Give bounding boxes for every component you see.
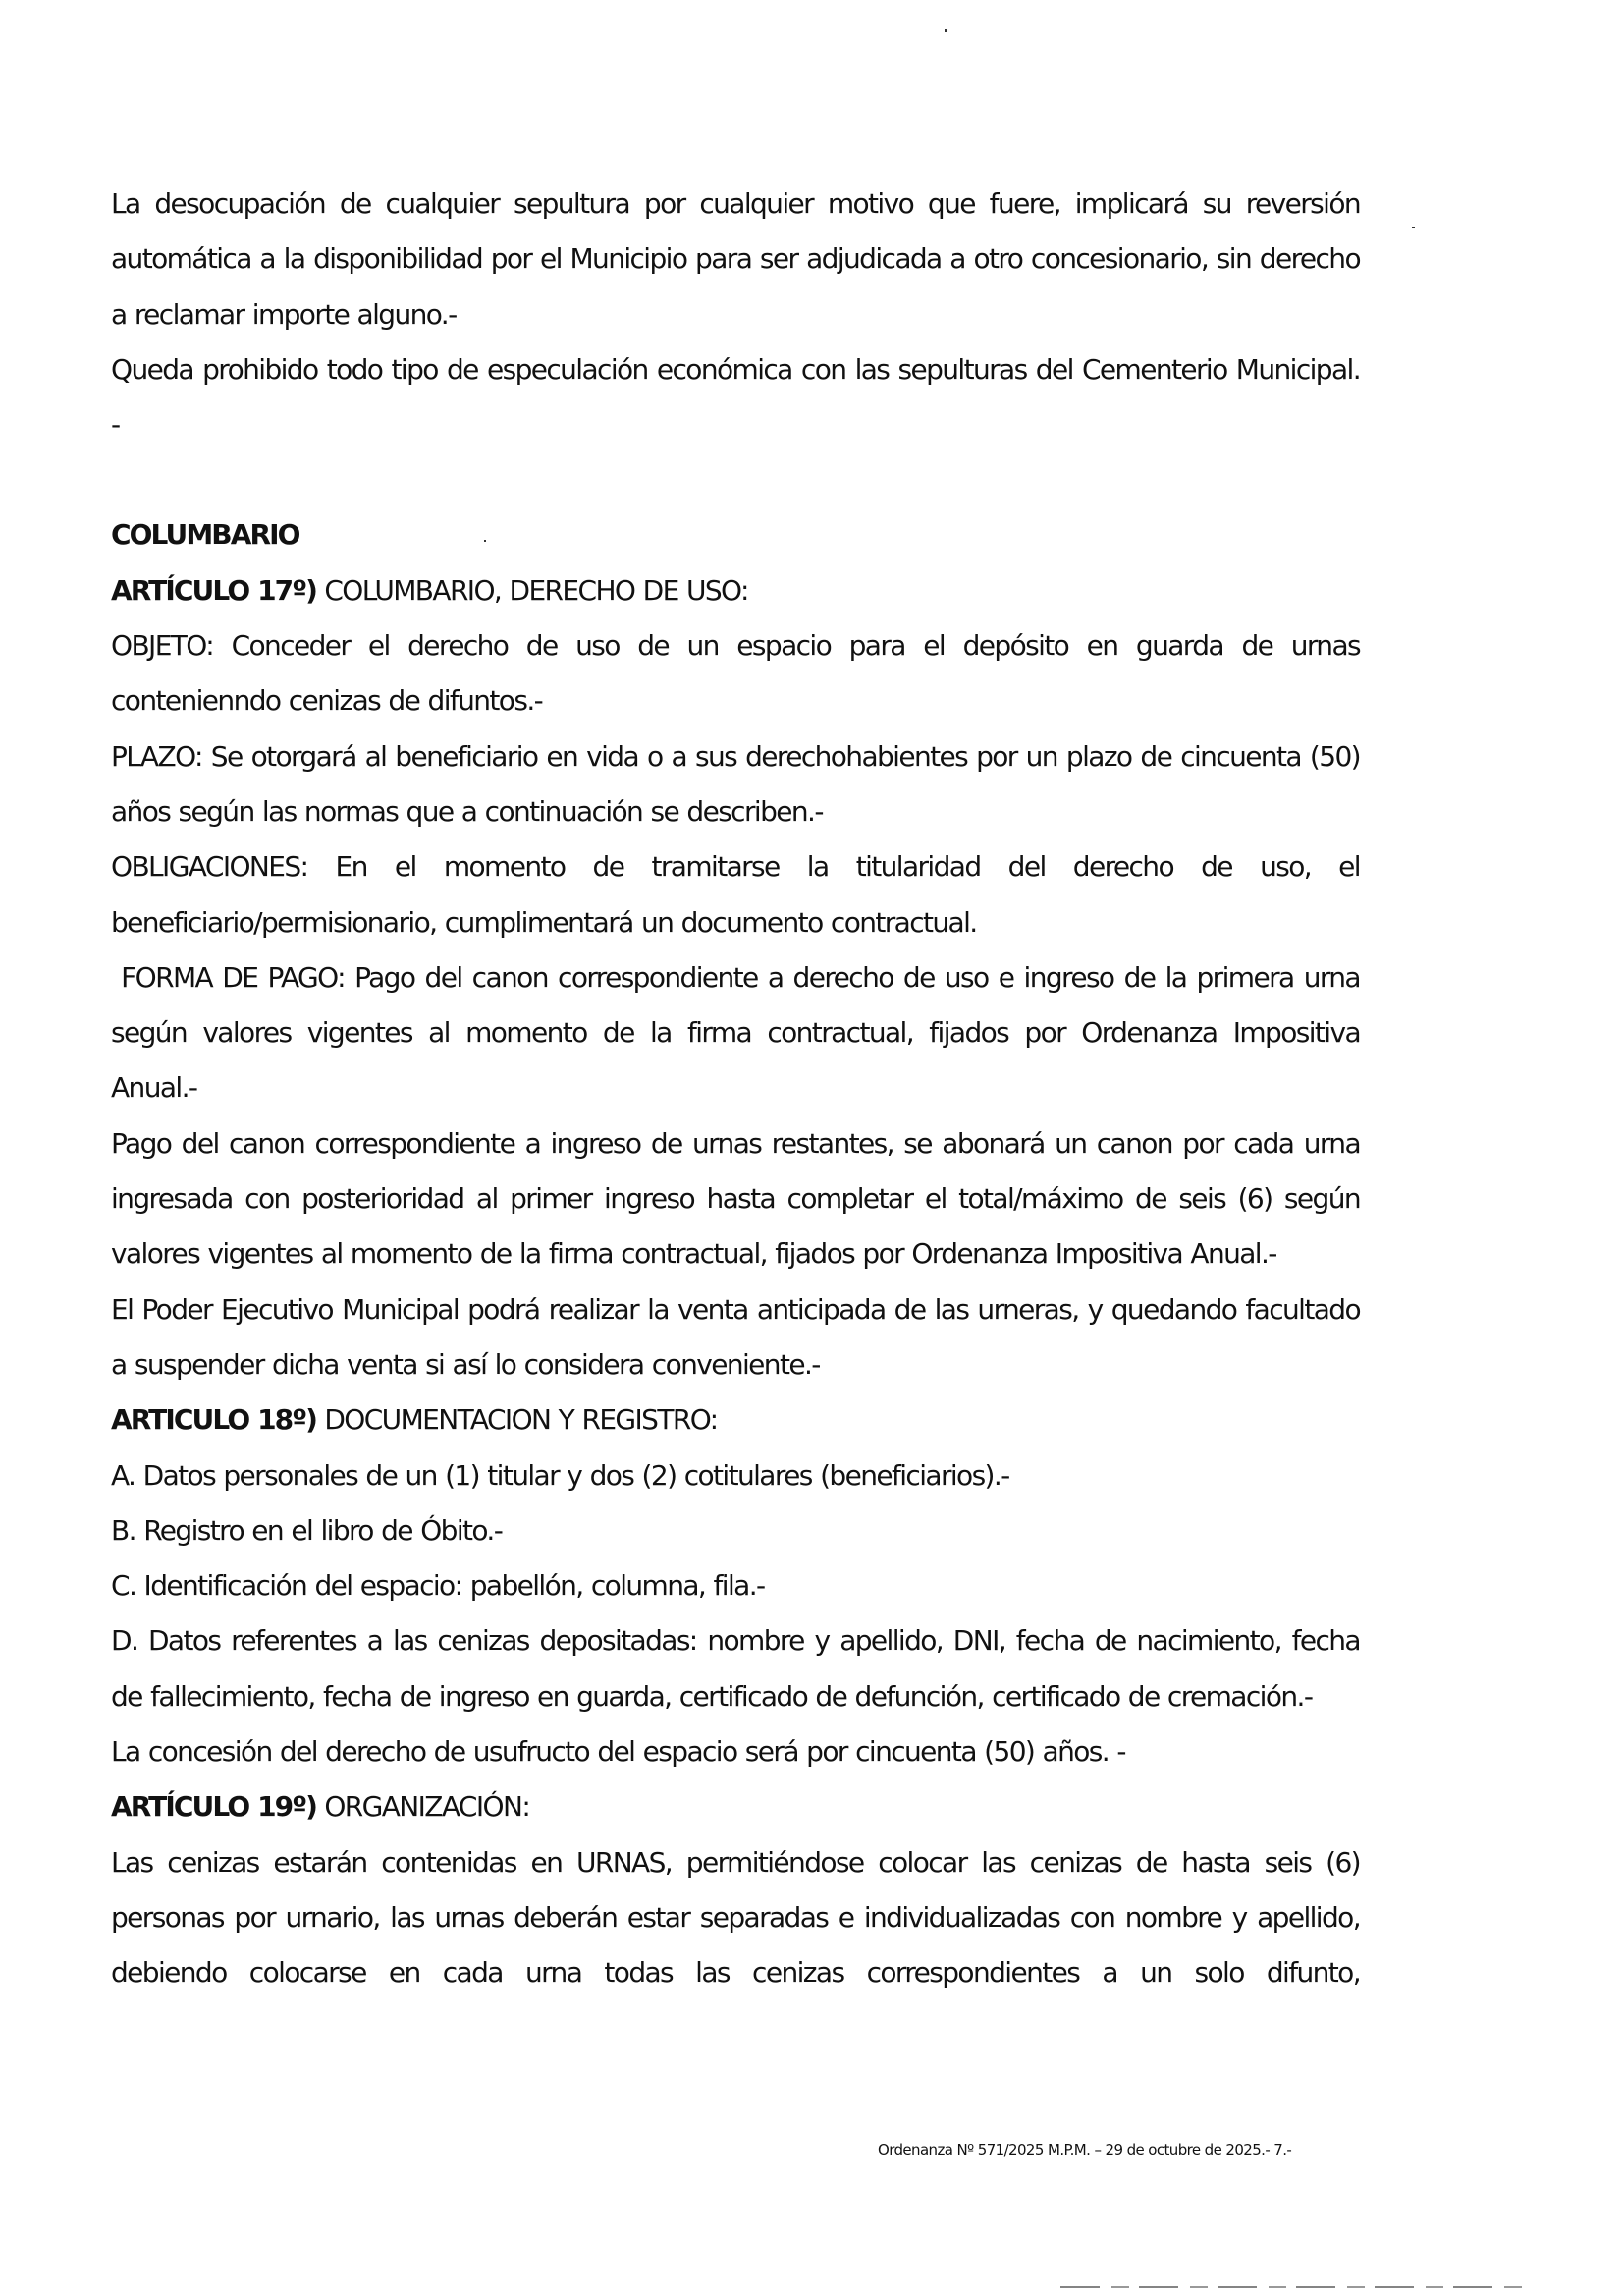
article-19-text: Las cenizas estarán contenidas en URNAS, permitiéndose colocar las cenizas de hasta seis (6) personas por urnario, las urnas deberán estar separadas e individualizadas con nombre y apellido, debiendo colocarse en cada urna todas las cenizas correspondientes a un solo difunto, bbox=[111, 1845, 1360, 1990]
article-17-obligaciones: OBLIGACIONES: En el momento de tramitarse la titularidad del derecho de uso, el beneficiario/permisionario, cumplimentará un documento contractual. bbox=[111, 850, 1360, 939]
section-title: COLUMBARIO bbox=[111, 519, 299, 552]
article-19-heading bbox=[111, 1779, 1360, 1834]
page-footer: Ordenanza Nº 571/2025 M.P.M. – 29 de octubre de 2025.- 7.- bbox=[878, 2141, 1292, 2158]
document-page bbox=[111, 177, 1369, 2001]
scan-speck bbox=[945, 29, 947, 32]
article-18-title: DOCUMENTACION Y REGISTRO: bbox=[316, 1403, 718, 1437]
article-19-label: ARTÍCULO 19º) bbox=[111, 1790, 317, 1824]
article-17-heading bbox=[111, 564, 1360, 619]
scan-speck bbox=[484, 540, 486, 542]
article-19-title: ORGANIZACIÓN: bbox=[316, 1790, 530, 1824]
article-18-item-d: D. Datos referentes a las cenizas depositadas: nombre y apellido, DNI, fecha de nacimiento, fecha de fallecimiento, fecha de ingreso en guarda, certificado de defunción, certificado de cremación.- bbox=[111, 1624, 1360, 1713]
article-18-label: ARTICULO 18º) bbox=[111, 1403, 317, 1437]
article-18-heading bbox=[111, 1393, 1360, 1448]
article-17-objeto: OBJETO: Conceder el derecho de uso de un espacio para el depósito en guarda de urnas contenienndo cenizas de difuntos.- bbox=[111, 629, 1360, 718]
article-18-item-a: A. Datos personales de un (1) titular y dos (2) cotitulares (beneficiarios).- bbox=[111, 1458, 1009, 1492]
paragraph-desocupacion: La desocupación de cualquier sepultura por cualquier motivo que fuere, implicará su reversión automática a la disponibilidad por el Municipio para ser adjudicada a otro concesionario, sin derecho a reclamar importe alguno.- bbox=[111, 188, 1360, 331]
article-17-venta: El Poder Ejecutivo Municipal podrá realizar la venta anticipada de las urneras, y quedando facultado a suspender dicha venta si así lo considera conveniente.- bbox=[111, 1292, 1360, 1381]
scan-edge-line bbox=[1060, 2286, 1532, 2288]
spacer bbox=[111, 453, 1360, 508]
article-18-item-b: B. Registro en el libro de Óbito.- bbox=[111, 1513, 503, 1547]
article-17-title: COLUMBARIO, DERECHO DE USO: bbox=[316, 574, 748, 607]
article-17-pago-restantes: Pago del canon correspondiente a ingreso de urnas restantes, se abonará un canon por cada urna ingresada con posterioridad al primer ingreso hasta completar el total/máximo de seis (6) según valores vigentes al momento de la firma contractual, fijados por Ordenanza Impositiva Anual.- bbox=[111, 1126, 1360, 1271]
scan-speck bbox=[1412, 227, 1415, 228]
article-17-plazo: PLAZO: Se otorgará al beneficiario en vida o a sus derechohabientes por un plazo de cincuenta (50) años según las normas que a continuación se describen.- bbox=[111, 739, 1360, 828]
paragraph-especulacion: Queda prohibido todo tipo de especulación económica con las sepulturas del Cementerio Municipal. - bbox=[111, 353, 1360, 442]
article-17-forma-pago: FORMA DE PAGO: Pago del canon correspondiente a derecho de uso e ingreso de la primera urna según valores vigentes al momento de la firma contractual, fijados por Ordenanza Impositiva Anual.- bbox=[111, 960, 1369, 1105]
article-18-item-c: C. Identificación del espacio: pabellón, columna, fila.- bbox=[111, 1569, 765, 1603]
article-18-concesion: La concesión del derecho de usufructo del espacio será por cincuenta (50) años. - bbox=[111, 1735, 1125, 1769]
article-17-label: ARTÍCULO 17º) bbox=[111, 574, 317, 607]
